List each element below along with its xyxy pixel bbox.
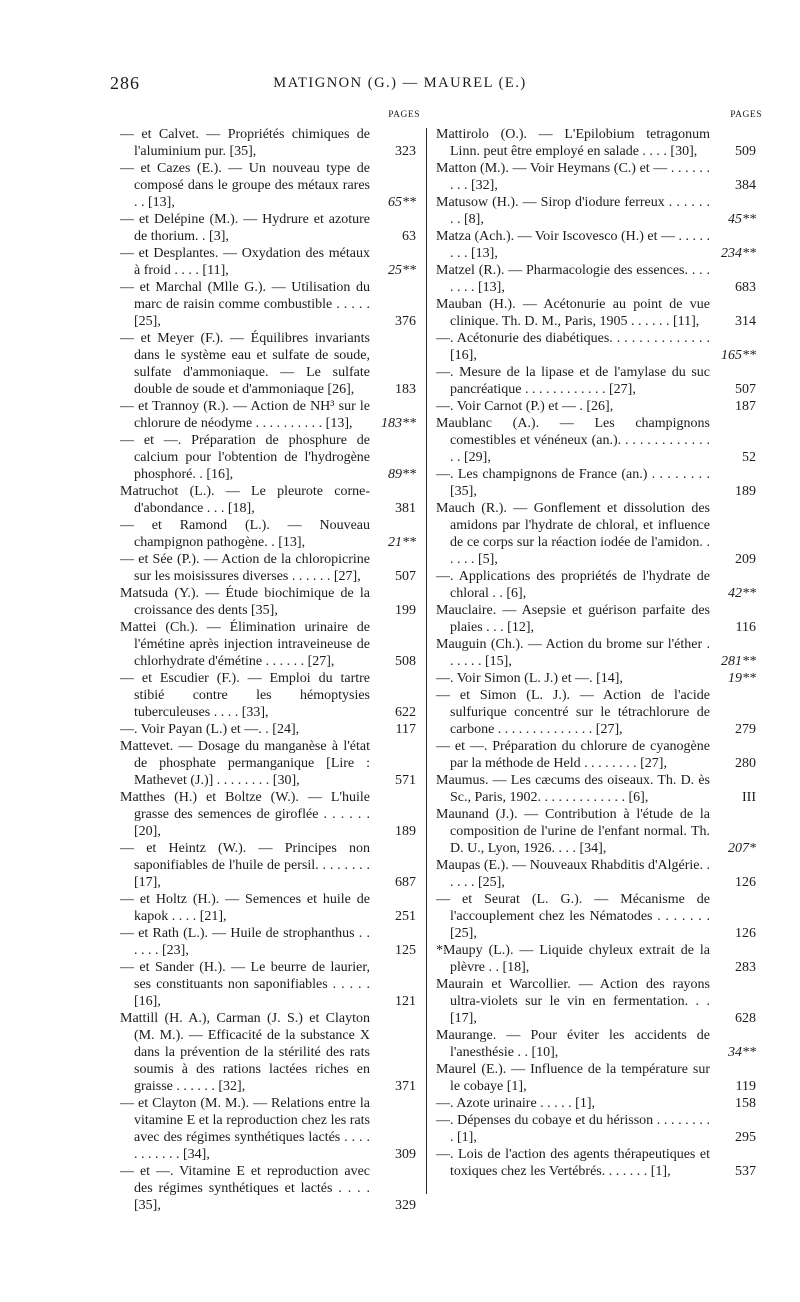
entry-page-ref: 314 — [735, 314, 756, 329]
entry-page-ref: 687 — [395, 875, 416, 890]
index-entry — [120, 126, 416, 160]
entry-page-ref: 25** — [388, 263, 416, 278]
entry-text: Maurange. — Pour éviter les accidents de l'anesthésie . . [10], — [436, 1028, 710, 1060]
entry-page-ref: 384 — [735, 178, 756, 193]
index-entry — [120, 925, 416, 959]
entry-text: — et —. Préparation de phosphure de calcium pour l'obtention de l'hydrogène phosphoré. . [16], — [120, 433, 370, 482]
entry-text: —. Azote urinaire . . . . . [1], — [436, 1096, 596, 1111]
index-entry — [120, 959, 416, 1010]
entry-text: —. Lois de l'action des agents thérapeutiques et toxiques chez les Vertébrés. . . . . . . [1], — [436, 1147, 710, 1179]
index-entry — [120, 517, 416, 551]
index-entry — [436, 296, 756, 330]
index-entry — [120, 1163, 416, 1214]
entry-text: — et Cazes (E.). — Un nouveau type de composé dans le groupe des métaux rares . . [13], — [120, 161, 370, 210]
index-entry — [436, 1095, 756, 1112]
entry-page-ref: 89** — [388, 467, 416, 482]
index-entry — [120, 245, 416, 279]
entry-page-ref: 119 — [735, 1079, 756, 1094]
index-entry — [120, 891, 416, 925]
entry-page-ref: 507 — [395, 569, 416, 584]
entry-text: — et Simon (L. J.). — Action de l'acide sulfurique concentré sur le tétrachlorure de carbone . . . . . . . . . . . . . . [27], — [436, 688, 710, 737]
index-entry — [120, 840, 416, 891]
entry-page-ref: 279 — [735, 722, 756, 737]
entry-page-ref: 189 — [735, 484, 756, 499]
entry-page-ref: 571 — [395, 773, 416, 788]
entry-text: Mauclaire. — Asepsie et guérison parfaite des plaies . . . [12], — [436, 603, 710, 635]
entry-page-ref: 125 — [395, 943, 416, 958]
entry-page-ref: 281** — [721, 654, 756, 669]
index-entry — [436, 1146, 756, 1180]
entry-page-ref: 189 — [395, 824, 416, 839]
entry-page-ref: 251 — [395, 909, 416, 924]
entry-text: — et Calvet. — Propriétés chimiques de l'aluminium pur. [35], — [120, 127, 370, 159]
entry-text: Matsuda (Y.). — Étude biochimique de la croissance des dents [35], — [120, 586, 370, 618]
entry-page-ref: 63 — [402, 229, 416, 244]
entry-page-ref: 199 — [395, 603, 416, 618]
entry-text: Mattevet. — Dosage du manganèse à l'état de phosphate permanganique [Lire : Mathevet (J.)] . . . . . . . . [30], — [120, 739, 370, 788]
entry-page-ref: 116 — [735, 620, 756, 635]
entry-page-ref: 371 — [395, 1079, 416, 1094]
entry-text: —. Les champignons de France (an.) . . . . . . . . [35], — [436, 467, 710, 499]
page-number: 286 — [110, 73, 140, 93]
index-entry — [436, 568, 756, 602]
entry-page-ref: 65** — [388, 195, 416, 210]
entry-text: — et Meyer (F.). — Équilibres invariants dans le système eau et sulfate de soude, sulfate d'ammoniaque. — Le sulfate double de soude et d'ammoniaque [26], — [120, 331, 370, 397]
entry-text: Matthes (H.) et Boltze (W.). — L'huile grasse des semences de giroflée . . . . . . [20], — [120, 790, 370, 839]
index-entry — [436, 857, 756, 891]
entry-text: Matton (M.). — Voir Heymans (C.) et — . . . . . . . . . [32], — [436, 161, 710, 193]
entry-page-ref: 309 — [395, 1147, 416, 1162]
index-entry — [436, 738, 756, 772]
running-title: MATIGNON (G.) — MAUREL (E.) — [273, 75, 527, 91]
entry-text: — et Escudier (F.). — Emploi du tartre stibié contre les hémoptysies tuberculeuses . . . . [33], — [120, 671, 370, 720]
entry-page-ref: 165** — [721, 348, 756, 363]
entry-text: Matusow (H.). — Sirop d'iodure ferreux . . . . . . . . [8], — [436, 195, 710, 227]
entry-page-ref: 537 — [735, 1164, 756, 1179]
index-entry — [120, 738, 416, 789]
entry-text: — et Heintz (W.). — Principes non saponifiables de l'huile de persil. . . . . . . . [17], — [120, 841, 370, 890]
index-entry — [436, 364, 756, 398]
index-entry — [436, 500, 756, 568]
pages-label-left: PAGES — [388, 110, 420, 120]
entry-text: — et Sander (H.). — Le beurre de laurier, ses constituants non saponifiables . . . . . [16], — [120, 960, 370, 1009]
entry-text: — et Rath (L.). — Huile de strophanthus . . . . . . [23], — [120, 926, 370, 958]
entry-page-ref: 628 — [735, 1011, 756, 1026]
index-entry — [120, 330, 416, 398]
entry-text: — et Sée (P.). — Action de la chloropicrine sur les moisissures diverses . . . . . . [27], — [120, 552, 370, 584]
left-column — [120, 126, 416, 1214]
index-entry — [120, 483, 416, 517]
entry-text: Mauguin (Ch.). — Action du brome sur l'éther . . . . . . [15], — [436, 637, 710, 669]
entry-page-ref: III — [742, 790, 756, 805]
entry-page-ref: 508 — [395, 654, 416, 669]
entry-text: Mauban (H.). — Acétonurie au point de vue clinique. Th. D. M., Paris, 1905 . . . . . . [11], — [436, 297, 710, 329]
entry-text: — et —. Préparation du chlorure de cyanogène par la méthode de Held . . . . . . . . [27], — [436, 739, 710, 771]
entry-text: Maunand (J.). — Contribution à l'étude de la composition de l'urine de l'enfant normal. Th. D. U., Lyon, 1926. . . . [34], — [436, 807, 710, 856]
entry-page-ref: 295 — [735, 1130, 756, 1145]
entry-text: —. Acétonurie des diabétiques. . . . . . . . . . . . . . [16], — [436, 331, 710, 363]
index-entry — [436, 466, 756, 500]
index-entry — [436, 415, 756, 466]
entry-text: *Maupy (L.). — Liquide chyleux extrait de la plèvre . . [18], — [436, 943, 710, 975]
entry-text: Matza (Ach.). — Voir Iscovesco (H.) et — . . . . . . . . [13], — [436, 229, 710, 261]
entry-text: —. Voir Carnot (P.) et — . [26], — [436, 399, 614, 414]
index-entry — [436, 772, 756, 806]
entry-page-ref: 323 — [395, 144, 416, 159]
entry-text: Mattirolo (O.). — L'Epilobium tetragonum Linn. peut être employé en salade . . . . [30], — [436, 127, 710, 159]
index-entry — [436, 976, 756, 1027]
entry-page-ref: 283 — [735, 960, 756, 975]
entry-page-ref: 126 — [735, 875, 756, 890]
entry-text: —. Applications des propriétés de l'hydrate de chloral . . [6], — [436, 569, 710, 601]
index-entry — [120, 721, 416, 738]
entry-text: —. Dépenses du cobaye et du hérisson . . . . . . . . . [1], — [436, 1113, 710, 1145]
entry-page-ref: 187 — [735, 399, 756, 414]
entry-page-ref: 280 — [735, 756, 756, 771]
index-entry — [436, 126, 756, 160]
index-entry — [436, 398, 756, 415]
entry-text: Maupas (E.). — Nouveaux Rhabditis d'Algérie. . . . . . [25], — [436, 858, 710, 890]
index-entry — [436, 330, 756, 364]
entry-page-ref: 19** — [728, 671, 756, 686]
index-entry — [120, 551, 416, 585]
column-divider — [426, 128, 427, 1194]
index-entry — [436, 636, 756, 670]
index-entry — [436, 687, 756, 738]
entry-text: — et Desplantes. — Oxydation des métaux à froid . . . . [11], — [120, 246, 370, 278]
entry-page-ref: 507 — [735, 382, 756, 397]
pages-label-right: PAGES — [730, 110, 762, 120]
page-header — [0, 73, 800, 93]
entry-page-ref: 209 — [735, 552, 756, 567]
entry-text: — et Holtz (H.). — Semences et huile de kapok . . . . [21], — [120, 892, 370, 924]
entry-text: —. Voir Simon (L. J.) et —. [14], — [436, 671, 623, 686]
index-entry — [120, 789, 416, 840]
entry-text: Matzel (R.). — Pharmacologie des essences. . . . . . . . [13], — [436, 263, 710, 295]
entry-page-ref: 52 — [742, 450, 756, 465]
entry-page-ref: 158 — [735, 1096, 756, 1111]
index-entry — [436, 942, 756, 976]
index-entry — [436, 806, 756, 857]
index-entry — [436, 194, 756, 228]
index-entry — [436, 670, 756, 687]
index-entry — [436, 602, 756, 636]
entry-text: — et Trannoy (R.). — Action de NH³ sur le chlorure de néodyme . . . . . . . . . . [13], — [120, 399, 370, 431]
entry-text: Maumus. — Les cæcums des oiseaux. Th. D. ès Sc., Paris, 1902. . . . . . . . . . . . . [6], — [436, 773, 710, 805]
entry-text: Maurel (E.). — Influence de la température sur le cobaye [1], — [436, 1062, 710, 1094]
index-entry — [120, 432, 416, 483]
right-column — [436, 126, 756, 1180]
entry-page-ref: 183** — [381, 416, 416, 431]
entry-page-ref: 329 — [395, 1198, 416, 1213]
index-entry — [120, 160, 416, 211]
index-entry — [436, 1112, 756, 1146]
index-entry — [120, 585, 416, 619]
entry-page-ref: 381 — [395, 501, 416, 516]
index-entry — [436, 1061, 756, 1095]
entry-text: — et Clayton (M. M.). — Relations entre la vitamine E et la reproduction chez les rats avec des régimes synthétiques lactés . . . . . . . . . . . [34], — [120, 1096, 370, 1162]
entry-page-ref: 121 — [395, 994, 416, 1009]
entry-page-ref: 207* — [728, 841, 756, 856]
entry-text: — et Marchal (Mlle G.). — Utilisation du marc de raisin comme combustible . . . . . [25], — [120, 280, 370, 329]
entry-text: Maublanc (A.). — Les champignons comestibles et vénéneux (an.). . . . . . . . . . . . . . . [29], — [436, 416, 710, 465]
entry-page-ref: 34** — [728, 1045, 756, 1060]
index-entry — [436, 160, 756, 194]
entry-page-ref: 683 — [735, 280, 756, 295]
entry-page-ref: 622 — [395, 705, 416, 720]
entry-text: — et Ramond (L.). — Nouveau champignon pathogène. . [13], — [120, 518, 370, 550]
entry-text: Matruchot (L.). — Le pleurote corne-d'abondance . . . [18], — [120, 484, 370, 516]
index-entry — [120, 211, 416, 245]
entry-page-ref: 117 — [395, 722, 416, 737]
index-entry — [120, 1010, 416, 1095]
index-entry — [120, 398, 416, 432]
index-entry — [436, 262, 756, 296]
entry-page-ref: 21** — [388, 535, 416, 550]
entry-page-ref: 183 — [395, 382, 416, 397]
entry-page-ref: 126 — [735, 926, 756, 941]
index-entry — [436, 228, 756, 262]
index-entry — [120, 670, 416, 721]
index-entry — [436, 891, 756, 942]
entry-text: — et Delépine (M.). — Hydrure et azoture de thorium. . [3], — [120, 212, 370, 244]
index-entry — [436, 1027, 756, 1061]
entry-page-ref: 234** — [721, 246, 756, 261]
entry-text: Mattill (H. A.), Carman (J. S.) et Clayton (M. M.). — Efficacité de la substance X dans la prévention de la stérilité des rats soumis à des rations lactées riches en graisse . . . . . . [32], — [120, 1011, 370, 1094]
entry-page-ref: 376 — [395, 314, 416, 329]
entry-text: —. Mesure de la lipase et de l'amylase du suc pancréatique . . . . . . . . . . . . [27], — [436, 365, 710, 397]
index-entry — [120, 1095, 416, 1163]
entry-text: — et Seurat (L. G.). — Mécanisme de l'accouplement chez les Nématodes . . . . . . . [25], — [436, 892, 710, 941]
entry-page-ref: 509 — [735, 144, 756, 159]
entry-text: Mattei (Ch.). — Élimination urinaire de l'émétine après injection intraveineuse de chlorhydrate d'émétine . . . . . . [27], — [120, 620, 370, 669]
entry-page-ref: 42** — [728, 586, 756, 601]
entry-text: — et —. Vitamine E et reproduction avec des régimes synthétiques et lactés . . . . [35], — [120, 1164, 370, 1213]
entry-text: Maurain et Warcollier. — Action des rayons ultra-violets sur le vin en fermentation. . . [17], — [436, 977, 710, 1026]
entry-page-ref: 45** — [728, 212, 756, 227]
entry-text: —. Voir Payan (L.) et —. . [24], — [120, 722, 300, 737]
index-entry — [120, 279, 416, 330]
index-entry — [120, 619, 416, 670]
entry-text: Mauch (R.). — Gonflement et dissolution des amidons par l'hydrate de chloral, et influence de ce corps sur la réaction iodée de l'amidon. . . . . . [5], — [436, 501, 710, 567]
